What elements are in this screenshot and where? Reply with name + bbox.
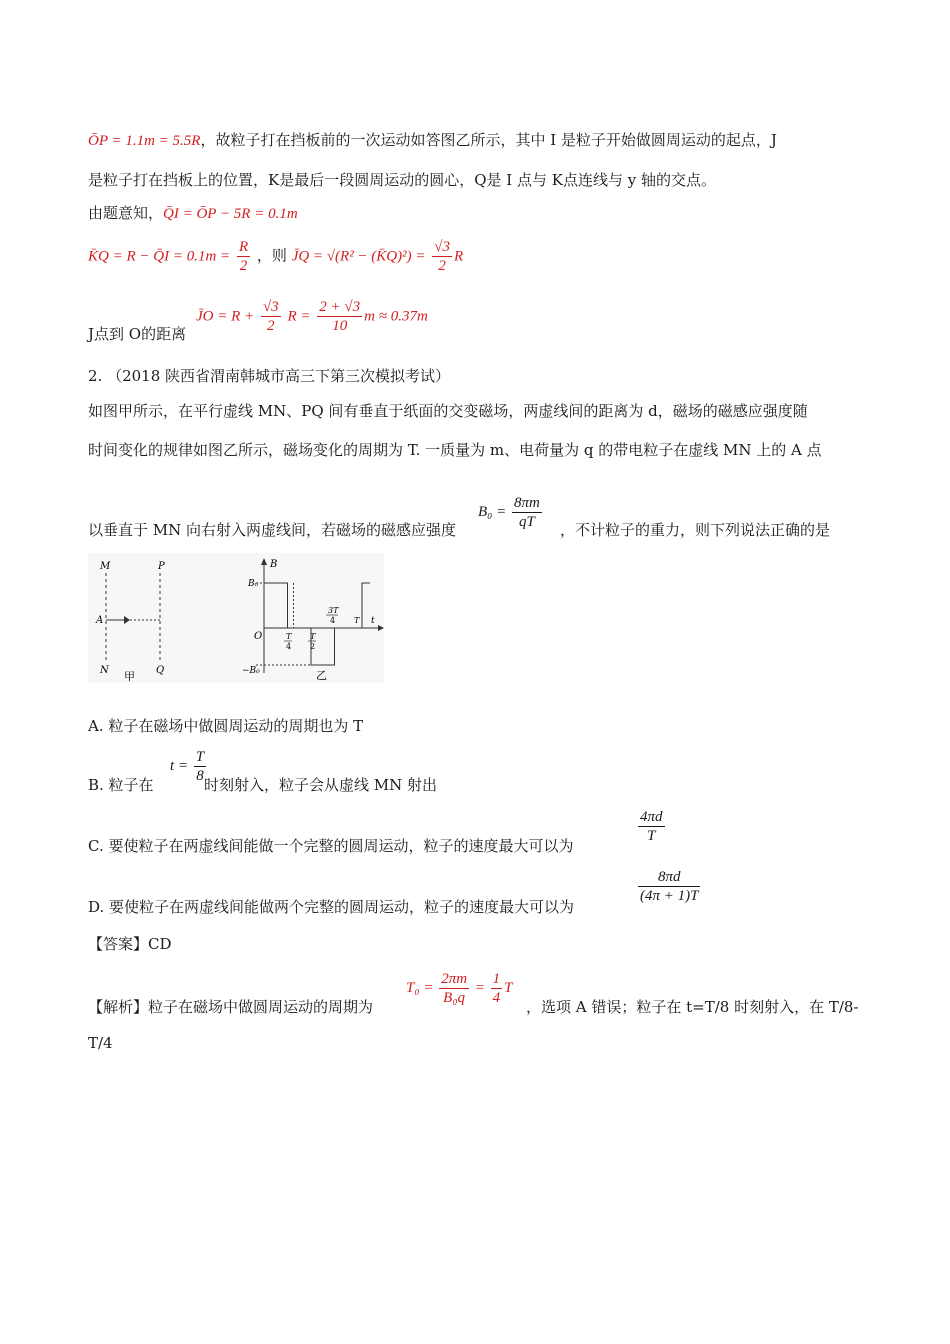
option-b-fraction: $\frac{T}{8}$ xyxy=(195,749,205,784)
answer-text: 【答案】CD xyxy=(88,935,172,953)
equation-jo: J̄O = R + xyxy=(196,308,255,325)
option-b-lhs: t = xyxy=(170,758,189,774)
label-a: A xyxy=(96,615,104,626)
solution-text-3: 由题意知， xyxy=(88,204,164,222)
label-m: M xyxy=(100,561,111,572)
analysis-line-1 xyxy=(88,997,373,1017)
tick-3t4-num: 3T xyxy=(328,606,339,615)
solution-line-5 xyxy=(88,324,186,344)
option-b-post-text: 时刻射入，粒子会从虚线 MN 射出 xyxy=(204,776,438,794)
equation-jq-tail: R xyxy=(454,248,464,265)
question-para-2 xyxy=(88,440,822,460)
b0-equation xyxy=(478,494,544,531)
b0-lhs: B₀ = xyxy=(478,504,507,520)
equation-jo-mid: R = xyxy=(287,308,311,325)
label-p: P xyxy=(158,561,165,572)
analysis-post: ，选项 A 错误；粒子在 t=T/8 时刻射入，在 T/8- xyxy=(526,998,859,1016)
analysis-line-2-text: T/4 xyxy=(88,1034,113,1052)
analysis-pre: 【解析】粒子在磁场中做圆周运动的周期为 xyxy=(88,998,374,1016)
analysis-fraction-2: $\frac{1}{4}$ xyxy=(492,971,501,1006)
label-t-axis: t xyxy=(371,616,375,626)
tick-3t4-den: 4 xyxy=(330,616,336,625)
equation-jo-tail: m ≈ 0.37m xyxy=(364,308,428,325)
answer-line xyxy=(88,934,172,954)
solution-text-5: J点到 O的距离 xyxy=(88,325,187,343)
fraction-sqrt3-over-2-b: $\frac{√3}{2}$ xyxy=(262,299,279,334)
tick-t4-num: T xyxy=(286,632,292,641)
option-c-text: C. 要使粒子在两虚线间能做一个完整的圆周运动，粒子的速度最大可以为 xyxy=(88,837,574,855)
option-a-text: A. 粒子在磁场中做圆周运动的周期也为 T xyxy=(88,717,364,735)
option-d-text: D. 要使粒子在两虚线间能做两个完整的圆周运动，粒子的速度最大可以为 xyxy=(88,898,575,916)
option-c xyxy=(88,836,573,856)
figure-background xyxy=(88,553,384,683)
option-d-fraction: $\frac{8\pi d}{(4\pi + 1)T}$ xyxy=(640,869,699,904)
equation-qi: Q̄I = ŌP − 5R = 0.1m xyxy=(163,206,298,222)
analysis-equation xyxy=(406,970,513,1007)
question-para-3 xyxy=(88,520,456,540)
caption-yi: 乙 xyxy=(316,669,327,682)
option-c-fraction: $\frac{4\pi d}{T}$ xyxy=(640,809,663,844)
solution-line-1 xyxy=(88,130,777,151)
tick-t2-num: T xyxy=(310,632,316,641)
label-n: N xyxy=(100,665,109,676)
option-a xyxy=(88,716,363,736)
option-d-equation xyxy=(636,868,702,905)
question-para-3-text-b: ，不计粒子的重力，则下列说法正确的是 xyxy=(560,521,831,539)
option-b-pre: B. 粒子在 xyxy=(88,776,154,794)
analysis-fraction-1: $\frac{2\pi m}{\text{B₀q}}$ xyxy=(441,971,468,1006)
equation-op: ŌP = 1.1m = 5.5R xyxy=(88,133,201,149)
label-b0: B₀ xyxy=(248,579,259,589)
solution-text-1: ，故粒子打在挡板前的一次运动如答图乙所示，其中 I 是粒子开始做圆周运动的起点，J xyxy=(200,131,777,149)
solution-line-3 xyxy=(88,203,298,224)
label-q: Q xyxy=(156,665,165,676)
option-b-equation xyxy=(170,748,208,785)
solution-line-2 xyxy=(88,170,716,190)
fraction-sqrt3-over-2: $\frac{√3}{2}$ xyxy=(434,239,451,274)
figure-svg xyxy=(88,553,384,683)
caption-jia: 甲 xyxy=(124,670,135,683)
label-b: B xyxy=(270,559,278,570)
analysis-line-2 xyxy=(88,1033,113,1053)
analysis-tail-t: T xyxy=(504,980,513,996)
solution-line-4 xyxy=(88,238,463,275)
question-para-3-text-a: 以垂直于 MN 向右射入两虚线间，若磁场的磁感应强度 xyxy=(88,521,457,539)
question-para-2-text: 时间变化的规律如图乙所示，磁场变化的周期为 T. 一质量为 m、电荷量为 q 的带电粒子在虚线 MN 上的 A 点 xyxy=(88,441,822,459)
label-neg-b0: −B₀ xyxy=(242,666,260,676)
tick-t4-den: 4 xyxy=(286,642,292,651)
option-b xyxy=(88,775,154,795)
equation-jq: J̄Q = √(R² − (K̄Q)²) = xyxy=(291,248,426,265)
solution-text-2: 是粒子打在挡板上的位置，K是最后一段圆周运动的圆心，Q是 I 点与 K点连线与 y 轴的交点。 xyxy=(88,171,716,189)
analysis-equals: = xyxy=(474,980,485,996)
figure-jia-yi xyxy=(88,553,384,683)
analysis-lhs: T₀ = xyxy=(406,980,434,996)
question-header xyxy=(88,366,450,386)
label-o: O xyxy=(254,631,263,642)
question-para-1-text: 如图甲所示，在平行虚线 MN、PQ 间有垂直于纸面的交变磁场，两虚线间的距离为 d，磁场的磁感应强度随 xyxy=(88,402,808,420)
fraction-2plus-sqrt3-over-10: $\frac{2 + √3}{10}$ xyxy=(319,299,361,334)
solution-text-4: ，则 xyxy=(256,246,287,265)
fraction-r-over-2: $\frac{R}{2}$ xyxy=(238,239,249,274)
option-d xyxy=(88,897,574,917)
option-c-equation xyxy=(636,808,667,845)
tick-t: T xyxy=(354,616,360,625)
option-b-post xyxy=(204,775,437,795)
question-para-3b xyxy=(560,520,830,540)
analysis-line-1-post xyxy=(526,997,859,1017)
question-header-text: 2. （2018 陕西省渭南韩城市高三下第三次模拟考试） xyxy=(88,367,451,385)
equation-kq: K̄Q = R − Q̄I = 0.1m = xyxy=(88,248,231,265)
b0-fraction: $\frac{8\pi m}{qT}$ xyxy=(514,495,540,530)
question-para-1 xyxy=(88,401,808,421)
tick-t2-den: 2 xyxy=(310,642,316,651)
equation-jo-line xyxy=(196,298,428,335)
